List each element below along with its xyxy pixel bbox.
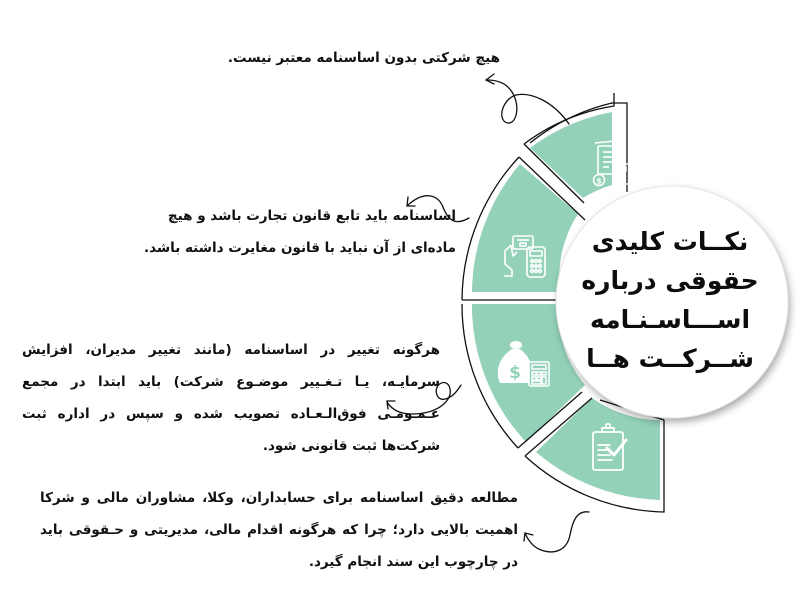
title-line-2: حقوقی درباره <box>581 266 759 295</box>
center-title <box>570 222 770 378</box>
title-line-4: شــرکــت هــا <box>586 344 754 373</box>
title-line-1: نکــات کلیدی <box>591 227 749 256</box>
svg-text:$: $ <box>596 176 602 186</box>
arrow-icon-4 <box>524 512 589 552</box>
svg-text:$: $ <box>509 363 521 383</box>
title-line-3: اســـاسـنـامه <box>589 305 751 334</box>
note-2: اساسنامه باید تابع قانون تجارت باشد و هیچ ماده‌ای از آن نباید با قانون مغایرت داشته باشد. <box>143 208 456 256</box>
arrow-icon-1 <box>486 74 569 124</box>
note-3: هرگونه تغییر در اساسنامه (مانند تغییر مدیران، افزایش سرمایـه، یـا تـغـییر موضـوع شرکت) باید ابتدا در مجمع عـمـومـی فوق‌الـعـاده تصویب شده و سپس در اداره ثبت شرکت‌ها ثبت قانونی شود. <box>22 342 440 454</box>
note-1: هیچ شرکتی بدون اساسنامه معتبر نیست. <box>227 50 500 66</box>
note-4: مطالعه دقیق اساسنامه برای حسابداران، وکلا، مشاوران مالی و شرکا اهمیت بالایی دارد؛ چرا که هرگونه اقدام مالی، مدیریتی و حـقوقی باید در چارچوب این سند انجام گیرد. <box>40 490 518 570</box>
